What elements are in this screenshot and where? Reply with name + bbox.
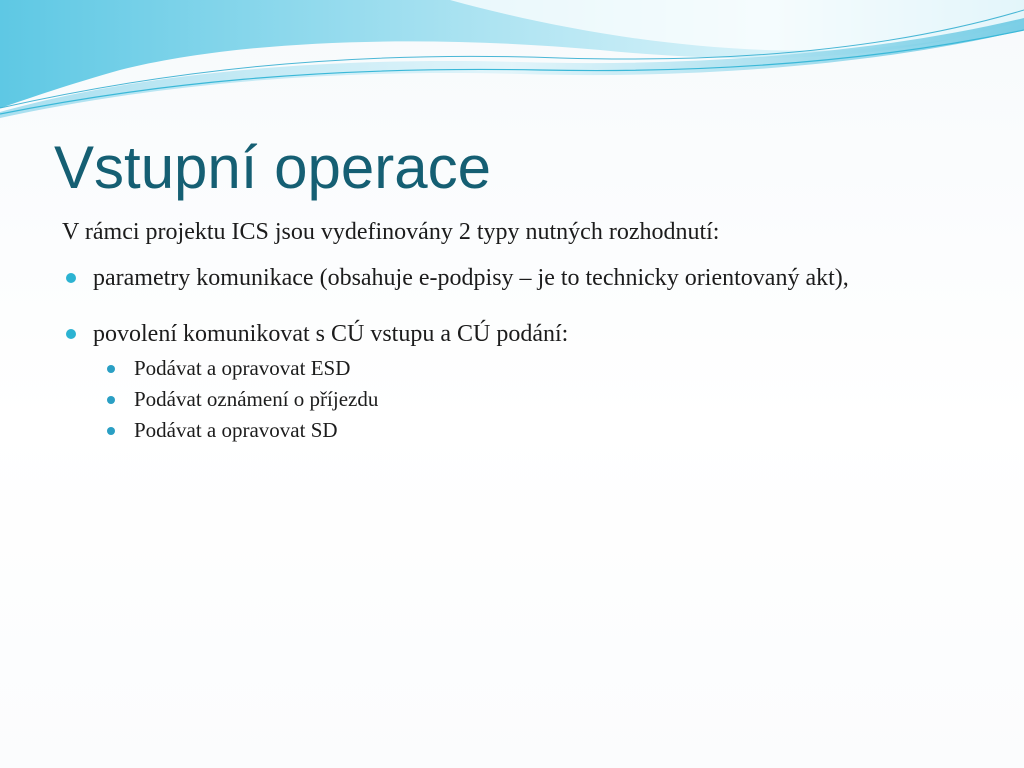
- header-wave-decoration: [0, 0, 1024, 130]
- bullet-icon: [66, 273, 76, 283]
- sub-bullet-text: Podávat a opravovat ESD: [134, 356, 351, 380]
- slide-body: [62, 216, 962, 478]
- sub-bullet-icon: [107, 427, 115, 435]
- sub-bullet-item: [103, 384, 962, 415]
- intro-text: V rámci projektu ICS jsou vydefinovány 2 typy nutných rozhodnutí:: [62, 219, 720, 245]
- bullet-icon: [66, 329, 76, 339]
- bullet-item: [62, 266, 962, 290]
- sub-bullet-icon: [107, 365, 115, 373]
- sub-bullet-item: [103, 415, 962, 446]
- sub-bullet-text: Podávat oznámení o příjezdu: [134, 387, 379, 411]
- sub-bullet-text: Podávat a opravovat SD: [134, 418, 338, 442]
- sub-bullet-item: [103, 353, 962, 384]
- bullet-text: povolení komunikovat s CÚ vstupu a CÚ podání:: [93, 321, 569, 347]
- bullet-text: parametry komunikace (obsahuje e-podpisy – je to technicky orientovaný akt),: [93, 265, 849, 291]
- bullet-item: [62, 322, 962, 446]
- sub-bullet-icon: [107, 396, 115, 404]
- sub-bullet-list: [103, 353, 962, 446]
- bullet-list: [62, 266, 962, 446]
- slide-title: Vstupní operace: [54, 134, 491, 201]
